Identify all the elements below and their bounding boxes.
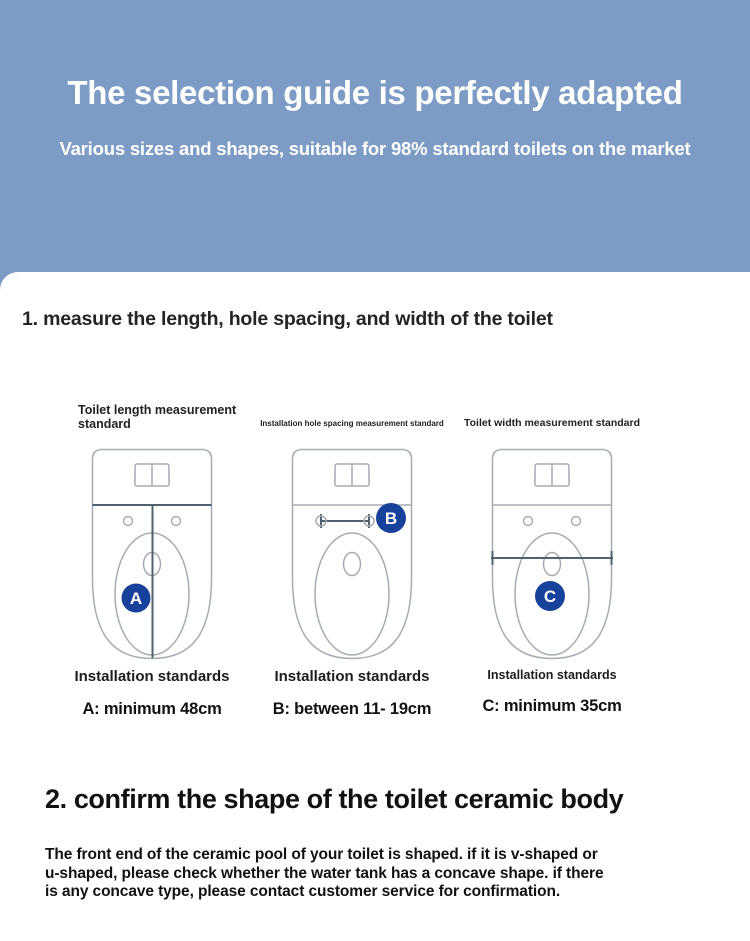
section1-heading: 1. measure the length, hole spacing, and width of the toilet xyxy=(22,308,553,330)
toilet-width-diagram xyxy=(491,448,613,660)
badge-b xyxy=(376,503,406,533)
section2-body-line1: The front end of the ceramic pool of your toilet is shaped. if it is v-shaped or xyxy=(45,846,598,863)
column-b-label: Installation hole spacing measurement standard xyxy=(260,418,444,428)
banner-title: The selection guide is perfectly adapted xyxy=(67,74,683,111)
column-width-measurement xyxy=(452,404,652,719)
value-c: C: minimum 35cm xyxy=(482,697,622,715)
toilet-length-diagram xyxy=(91,448,213,660)
toilet-hole-spacing-diagram xyxy=(291,448,413,660)
badge-a-letter: A xyxy=(129,589,143,608)
column-c-label: Toilet width measurement standard xyxy=(463,417,640,429)
column-a-label: Toilet length measurement standard xyxy=(78,403,237,431)
standards-label-a: Installation standards xyxy=(74,668,230,685)
section2-body-line3: is any concave type, please contact customer service for confirmation. xyxy=(45,883,561,900)
standards-label-b: Installation standards xyxy=(274,668,430,685)
badge-c-letter: C xyxy=(543,587,557,606)
section2-heading: 2. confirm the shape of the toilet ceramic body xyxy=(45,784,624,814)
badge-a xyxy=(122,584,151,613)
value-b: B: between 11- 19cm xyxy=(272,700,432,718)
column-length-measurement xyxy=(52,404,252,719)
banner-subtitle: Various sizes and shapes, suitable for 98% standard toilets on the market xyxy=(59,138,691,159)
section2-body-line2: u-shaped, please check whether the water tank has a concave shape. if there xyxy=(45,864,604,882)
content-card xyxy=(0,272,750,941)
value-a: A: minimum 48cm xyxy=(82,700,222,718)
measurement-diagrams-row xyxy=(52,404,698,719)
badge-c xyxy=(535,581,565,611)
section2-body xyxy=(45,846,710,902)
hero-banner xyxy=(0,0,750,290)
column-hole-spacing-measurement xyxy=(252,404,452,719)
badge-b-letter: B xyxy=(384,509,398,528)
standards-label-c: Installation standards xyxy=(487,668,617,682)
